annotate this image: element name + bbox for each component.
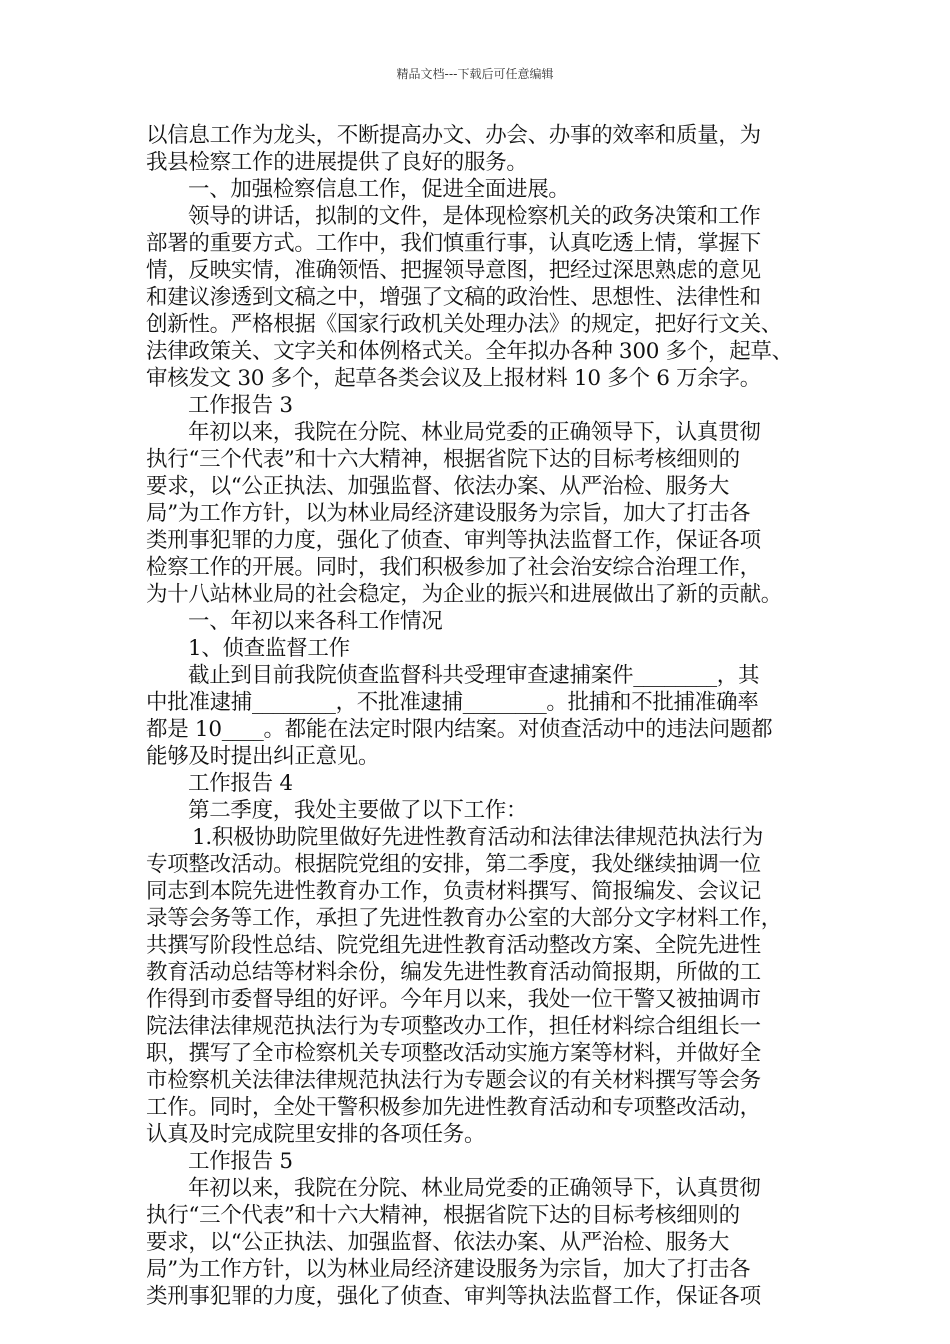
text-line: 要求，以“公正执法、加强监督、依法办案、从严治检、服务大 bbox=[146, 1230, 730, 1255]
text-line: 局”为工作方针，以为林业局经济建设服务为宗旨，加大了打击各 bbox=[146, 1257, 751, 1282]
text-line: 工作报告 5 bbox=[188, 1149, 293, 1174]
text-line: 工作报告 3 bbox=[188, 393, 293, 418]
text-line: 检察工作的开展。同时，我们积极参加了社会治安综合治理工作， bbox=[146, 555, 761, 580]
text-line: 共撰写阶段性总结、院党组先进性教育活动整改方案、全院先进性 bbox=[146, 933, 761, 958]
text-line: 作得到市委督导组的好评。今年月以来，我处一位干警又被抽调市 bbox=[146, 987, 761, 1012]
text-line: 一、年初以来各科工作情况 bbox=[188, 609, 443, 634]
text-line: 院法律法律规范执法行为专项整改办工作，担任材料综合组组长一 bbox=[146, 1014, 761, 1039]
text-line: 工作。同时，全处干警积极参加先进性教育活动和专项整改活动， bbox=[146, 1095, 761, 1120]
text-line: 情，反映实情，准确领悟、把握领导意图，把经过深思熟虑的意见 bbox=[146, 258, 761, 283]
text-line: 截止到目前我院侦查监督科共受理审查逮捕案件________，其 bbox=[188, 663, 760, 688]
text-line: 审核发文 30 多个，起草各类会议及上报材料 10 多个 6 万余字。 bbox=[146, 366, 761, 391]
text-line: 我县检察工作的进展提供了良好的服务。 bbox=[146, 150, 528, 175]
text-line: 创新性。严格根据《国家行政机关处理办法》的规定，把好行文关、 bbox=[146, 312, 783, 337]
text-line: 类刑事犯罪的力度，强化了侦查、审判等执法监督工作，保证各项 bbox=[146, 528, 761, 553]
text-line: 同志到本院先进性教育办工作，负责材料撰写、简报编发、会议记 bbox=[146, 879, 761, 904]
text-line: 工作报告 4 bbox=[188, 771, 293, 796]
text-line: 市检察机关法律法律规范执法行为专题会议的有关材料撰写等会务 bbox=[146, 1068, 761, 1093]
text-line: 1、侦查监督工作 bbox=[188, 636, 350, 661]
text-line: 年初以来，我院在分院、林业局党委的正确领导下，认真贯彻 bbox=[188, 420, 761, 445]
text-line: 中批准逮捕________，不批准逮捕________。批捕和不批捕准确率 bbox=[146, 690, 759, 715]
text-line: 局”为工作方针，以为林业局经济建设服务为宗旨，加大了打击各 bbox=[146, 501, 751, 526]
text-line: 年初以来，我院在分院、林业局党委的正确领导下，认真贯彻 bbox=[188, 1176, 761, 1201]
text-line: 以信息工作为龙头，不断提高办文、办会、办事的效率和质量，为 bbox=[146, 123, 761, 148]
text-line: 1.积极协助院里做好先进性教育活动和法律法律规范执法行为 bbox=[192, 825, 764, 850]
text-line: 一、加强检察信息工作，促进全面进展。 bbox=[188, 177, 570, 202]
text-line: 录等会务等工作，承担了先进性教育办公室的大部分文字材料工作， bbox=[146, 906, 783, 931]
text-line: 要求，以“公正执法、加强监督、依法办案、从严治检、服务大 bbox=[146, 474, 730, 499]
text-line: 专项整改活动。根据院党组的安排，第二季度，我处继续抽调一位 bbox=[146, 852, 761, 877]
text-line: 和建议渗透到文稿之中，增强了文稿的政治性、思想性、法律性和 bbox=[146, 285, 761, 310]
text-line: 教育活动总结等材料余份，编发先进性教育活动简报期，所做的工 bbox=[146, 960, 761, 985]
document-body bbox=[146, 122, 808, 1310]
page-header: 精品文档---下载后可任意编辑 bbox=[396, 67, 554, 81]
text-line: 为十八站林业局的社会稳定，为企业的振兴和进展做出了新的贡献。 bbox=[146, 582, 783, 607]
text-line: 能够及时提出纠正意见。 bbox=[146, 744, 380, 769]
text-line: 执行“三个代表”和十六大精神，根据省院下达的目标考核细则的 bbox=[146, 1203, 740, 1228]
text-line: 领导的讲话，拟制的文件，是体现检察机关的政务决策和工作 bbox=[188, 204, 761, 229]
text-line: 类刑事犯罪的力度，强化了侦查、审判等执法监督工作，保证各项 bbox=[146, 1284, 761, 1309]
text-line: 执行“三个代表”和十六大精神，根据省院下达的目标考核细则的 bbox=[146, 447, 740, 472]
text-line: 职，撰写了全市检察机关专项整改活动实施方案等材料，并做好全 bbox=[146, 1041, 761, 1066]
text-line: 都是 10____。都能在法定时限内结案。对侦查活动中的违法问题都 bbox=[146, 717, 773, 742]
text-line: 认真及时完成院里安排的各项任务。 bbox=[146, 1122, 486, 1147]
text-line: 第二季度，我处主要做了以下工作： bbox=[188, 798, 528, 823]
text-line: 法律政策关、文字关和体例格式关。全年拟办各种 300 多个，起草、 bbox=[146, 339, 793, 364]
text-line: 部署的重要方式。工作中，我们慎重行事，认真吃透上情，掌握下 bbox=[146, 231, 761, 256]
